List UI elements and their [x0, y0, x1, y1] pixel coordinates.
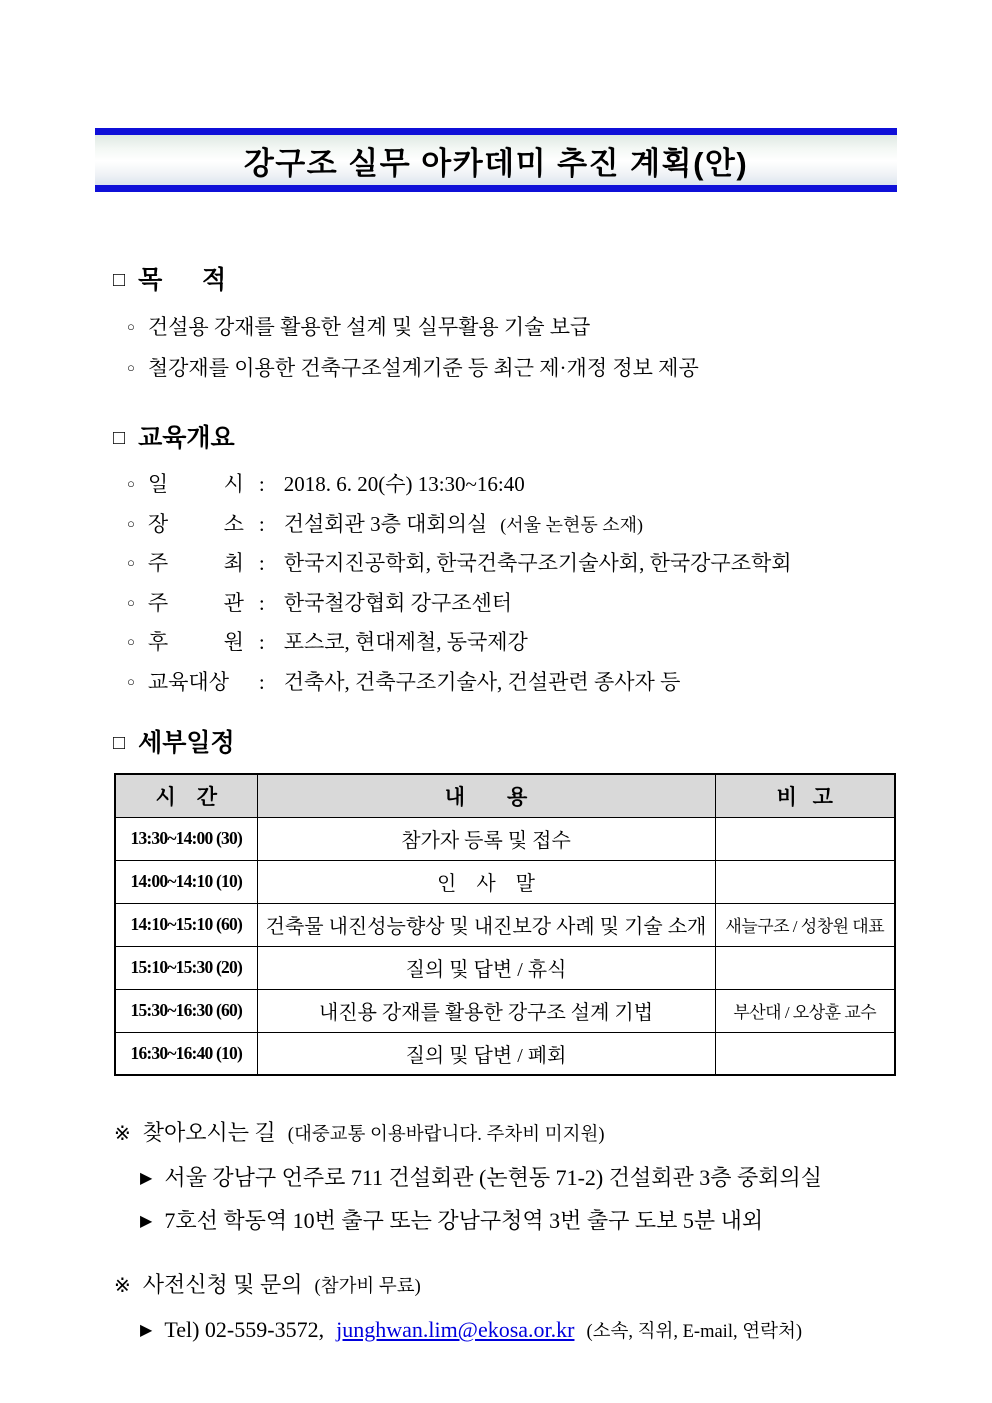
title-banner — [95, 128, 897, 192]
cell-remark — [715, 1032, 895, 1075]
circle-bullet-icon: ○ — [127, 515, 135, 531]
list-item-subway — [140, 1201, 992, 1244]
col-header-remark: 비 고 — [715, 774, 895, 817]
list-item-host — [127, 545, 992, 585]
field-label: 장 소 — [147, 511, 244, 536]
cell-remark — [715, 946, 895, 989]
directions-note: (대중교통 이용바랍니다. 주차비 미지원) — [287, 1125, 605, 1145]
cell-remark: 부산대 / 오상훈 교수 — [715, 989, 895, 1032]
tel-text: Tel) 02-559-3572, — [164, 1317, 325, 1342]
circle-bullet-icon: ○ — [127, 476, 135, 491]
square-bullet-icon: □ — [113, 732, 126, 754]
list-item-address — [140, 1158, 992, 1201]
cell-content: 내진용 강재를 활용한 강구조 설계 기법 — [257, 989, 715, 1032]
cell-time: 14:10~15:10 (60) — [115, 903, 257, 946]
schedule-table — [114, 773, 896, 1076]
cell-remark — [715, 817, 895, 860]
field-label: 일 시 — [147, 472, 244, 496]
cell-content: 질의 및 답변 / 폐회 — [257, 1032, 715, 1075]
list-item-date — [127, 466, 992, 506]
list-item-audience — [127, 664, 992, 704]
cell-time: 16:30~16:40 (10) — [115, 1032, 257, 1075]
directions-heading: 찾아오시는 길 — [142, 1120, 276, 1145]
reference-mark-icon: ※ — [114, 1275, 131, 1297]
colon-separator: : — [258, 511, 265, 536]
cell-time: 14:00~14:10 (10) — [115, 860, 257, 903]
purpose-item-text: 철강재를 이용한 건축구조설계기준 등 최근 제·개정 정보 제공 — [147, 356, 699, 380]
circle-bullet-icon: ○ — [127, 319, 135, 334]
field-value: 건축사, 건축구조기술사, 건설관련 종사자 등 — [283, 669, 681, 694]
section-heading-schedule — [113, 727, 992, 759]
list-item — [127, 308, 992, 349]
colon-separator: : — [258, 669, 265, 694]
overview-heading-label: 교육개요 — [138, 424, 235, 452]
table-header-row — [115, 774, 895, 817]
directions-line: 7호선 학동역 10번 출구 또는 강남구청역 3번 출구 도보 5분 내외 — [164, 1208, 764, 1233]
list-item-contact — [140, 1310, 992, 1353]
arrow-bullet-icon: ▶ — [140, 1170, 153, 1187]
table-row — [115, 1032, 895, 1075]
arrow-bullet-icon: ▶ — [140, 1213, 153, 1230]
email-note: (소속, 직위, E-mail, 연락처) — [586, 1322, 802, 1342]
circle-bullet-icon: ○ — [127, 673, 135, 689]
table-row — [115, 989, 895, 1032]
colon-separator: : — [258, 630, 265, 654]
list-item-sponsor — [127, 624, 992, 664]
col-header-time: 시 간 — [115, 774, 257, 817]
field-value: 한국철강협회 강구조센터 — [283, 590, 513, 615]
colon-separator: : — [258, 472, 265, 496]
field-label: 후 원 — [147, 630, 244, 654]
directions-list — [0, 1158, 992, 1244]
contact-heading-row — [114, 1268, 992, 1304]
circle-bullet-icon: ○ — [127, 555, 135, 570]
contact-heading: 사전신청 및 문의 — [142, 1272, 303, 1297]
arrow-bullet-icon: ▶ — [140, 1322, 153, 1339]
section-heading-purpose — [113, 264, 992, 296]
table-row — [115, 817, 895, 860]
square-bullet-icon: □ — [113, 427, 126, 449]
square-bullet-icon: □ — [113, 269, 126, 291]
col-header-content: 내 용 — [257, 774, 715, 817]
purpose-heading-label: 목 적 — [138, 266, 227, 294]
cell-time: 13:30~14:00 (30) — [115, 817, 257, 860]
schedule-heading-label: 세부일정 — [138, 729, 235, 757]
cell-content: 참가자 등록 및 접수 — [257, 817, 715, 860]
directions-heading-row — [114, 1116, 992, 1152]
page-title: 강구조 실무 아카데미 추진 계획(안) — [243, 145, 749, 181]
colon-separator: : — [258, 551, 265, 575]
overview-list — [127, 466, 992, 703]
reference-mark-icon: ※ — [114, 1123, 131, 1145]
table-row — [115, 903, 895, 946]
purpose-list — [127, 308, 992, 390]
field-value: 2018. 6. 20(수) 13:30~16:40 — [283, 472, 525, 496]
cell-content: 질의 및 답변 / 휴식 — [257, 946, 715, 989]
field-value: 한국지진공학회, 한국건축구조기술사회, 한국강구조학회 — [283, 551, 792, 575]
circle-bullet-icon: ○ — [127, 360, 135, 375]
colon-separator: : — [258, 590, 265, 615]
section-heading-overview — [113, 422, 992, 454]
table-row — [115, 860, 895, 903]
cell-remark: 새늘구조 / 성창원 대표 — [715, 903, 895, 946]
circle-bullet-icon: ○ — [127, 594, 135, 610]
contact-list — [0, 1310, 992, 1353]
contact-note: (참가비 무료) — [314, 1277, 421, 1297]
list-item-organizer — [127, 585, 992, 625]
list-item — [127, 349, 992, 390]
directions-line: 서울 강남구 언주로 711 건설회관 (논현동 71-2) 건설회관 3층 중회의실 — [164, 1165, 823, 1190]
field-note: (서울 논현동 소재) — [500, 514, 643, 535]
circle-bullet-icon: ○ — [127, 634, 135, 649]
field-value: 포스코, 현대제철, 동국제강 — [283, 630, 528, 654]
field-value: 건설회관 3층 대회의실 — [283, 511, 488, 536]
cell-content: 인 사 말 — [257, 860, 715, 903]
email-link[interactable]: junghwan.lim@ekosa.or.kr — [336, 1317, 575, 1342]
cell-content: 건축물 내진성능향상 및 내진보강 사례 및 기술 소개 — [257, 903, 715, 946]
field-label: 주 관 — [147, 590, 244, 615]
field-label: 주 최 — [147, 551, 244, 575]
cell-time: 15:10~15:30 (20) — [115, 946, 257, 989]
list-item-place — [127, 506, 992, 546]
field-label: 교육대상 — [147, 669, 230, 694]
purpose-item-text: 건설용 강재를 활용한 설계 및 실무활용 기술 보급 — [147, 315, 591, 339]
cell-time: 15:30~16:30 (60) — [115, 989, 257, 1032]
cell-remark — [715, 860, 895, 903]
table-row — [115, 946, 895, 989]
